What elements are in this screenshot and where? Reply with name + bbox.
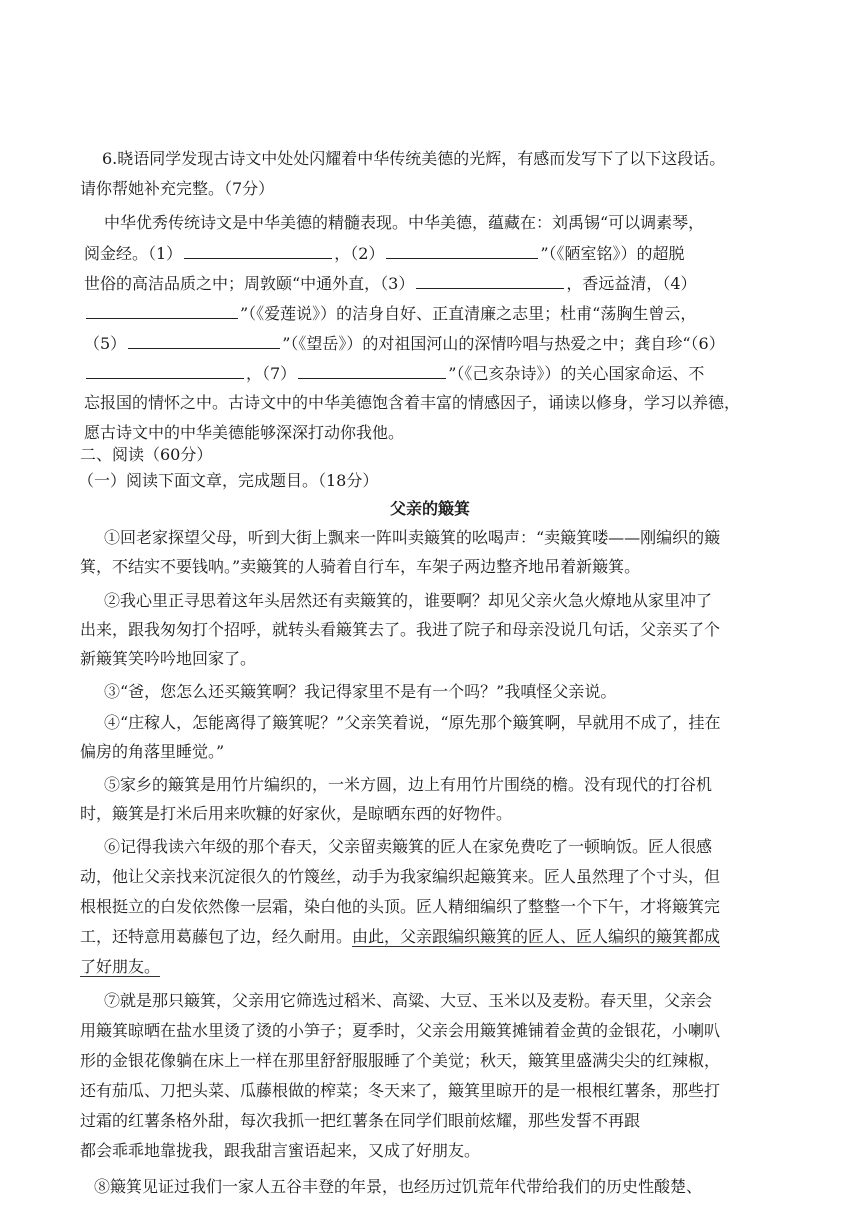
paragraph-7-line1: ⑦就是那只簸箕，父亲用它筛选过稻米、高粱、大豆、玉米以及麦粉。春天里，父亲会 xyxy=(104,991,713,1010)
paragraph-7-line6: 都会乖乖地靠拢我，跟我甜言蜜语起来，又成了好朋友。 xyxy=(80,1141,481,1160)
paragraph-7-line2: 用簸箕晾晒在盐水里烫了烫的小笋子；夏季时，父亲会用簸箕摊铺着金黄的金银花，小喇叭 xyxy=(80,1021,721,1040)
blank-3[interactable] xyxy=(416,272,564,289)
paragraph-6-line5 xyxy=(0,956,860,978)
paragraph-6-line2: 动，他让父亲找来沉淀很久的竹篾丝，动手为我家编织起簸箕来。匠人虽然理了个寸头，但 xyxy=(80,867,721,886)
q6-text-line3: 世俗的高洁品质之中；周敦颐“中通外直，（3） ，香远益清，（4） xyxy=(84,274,697,293)
section-subheading: （一）阅读下面文章，完成题目。（18分） xyxy=(78,471,379,490)
paragraph-1-line2: 箕，不结实不要钱呐。”卖簸箕的人骑着自行车，车架子两边整齐地吊着新簸箕。 xyxy=(80,557,641,576)
underlined-sentence-end: 了好朋友。 xyxy=(80,957,161,976)
paragraph-8-line1: ⑧簸箕见证过我们一家人五谷丰登的年景，也经历过饥荒年代带给我们的历史性酸楚、 xyxy=(94,1177,703,1196)
paragraph-1-line1: ①回老家探望父母，听到大街上飘来一阵叫卖簸箕的吆喝声：“卖簸箕喽——刚编织的簸 xyxy=(104,528,721,547)
paragraph-7-line5: 过霜的红薯条格外甜，每次我抓一把红薯条在同学们眼前炫耀，那些发誓不再跟 xyxy=(80,1111,641,1130)
paragraph-6-line1: ⑥记得我读六年级的那个春天，父亲留卖簸箕的匠人在家免费吃了一顿晌饭。匠人很感 xyxy=(104,837,713,856)
blank-6[interactable] xyxy=(86,362,244,379)
underlined-sentence: 由此，父亲跟编织簸箕的匠人、匠人编织的簸箕都成 xyxy=(352,927,721,946)
article-title: 父亲的簸箕 xyxy=(389,499,470,518)
paragraph-7-line3: 形的金银花像躺在床上一样在那里舒舒服服睡了个美觉；秋天，簸箕里盛满尖尖的红辣椒， xyxy=(80,1051,721,1070)
paragraph-5-line2: 时，簸箕是打米后用来吹糠的好家伙，是晾晒东西的好物件。 xyxy=(80,804,513,823)
q6-text-line2: 阅金经。（1） ，（2） ”（《陋室铭》）的超脱 xyxy=(84,244,685,263)
blank-7[interactable] xyxy=(298,362,446,379)
q6-text-line5: （5） ”（《望岳》）的对祖国河山的深情吟唱与热爱之中；龚自珍“（6） xyxy=(84,334,725,353)
paragraph-6-line4: 工，还特意用葛藤包了边，经久耐用。由此，父亲跟编织簸箕的匠人、匠人编织的簸箕都成 xyxy=(80,927,721,946)
paragraph-2-line1: ②我心里正寻思着这年头居然还有卖簸箕的，谁要啊？却见父亲火急火燎地从家里冲了 xyxy=(104,591,713,610)
paragraph-7-line4: 还有茄瓜、刀把头菜、瓜藤根做的榨菜；冬天来了，簸箕里晾开的是一根根红薯条，那些打 xyxy=(80,1081,721,1100)
paragraph-2-line2: 出来，跟我匆匆打个招呼，就转头看簸箕去了。我进了院子和母亲没说几句话，父亲买了个 xyxy=(80,620,721,639)
blank-4[interactable] xyxy=(86,302,238,319)
paragraph-4-line1: ④“庄稼人，怎能离得了簸箕呢？”父亲笑着说，“原先那个簸箕啊，早就用不成了，挂在 xyxy=(104,713,721,732)
paragraph-4-line2: 偏房的角落里睡觉。” xyxy=(80,742,225,761)
blank-1[interactable] xyxy=(184,242,332,259)
q6-text-line7: 忘报国的情怀之中。古诗文中的中华美德饱含着丰富的情感因子，诵读以修身，学习以养德， xyxy=(84,393,741,412)
paragraph-5-line1: ⑤家乡的簸箕是用竹片编织的，一米方圆，边上有用竹片围绕的檐。没有现代的打谷机 xyxy=(104,775,713,794)
blank-5[interactable] xyxy=(128,332,280,349)
q6-prompt-line1: 6.晓语同学发现古诗文中处处闪耀着中华传统美德的光辉，有感而发写下了以下这段话。 xyxy=(102,149,726,168)
paragraph-6-line3: 根根挺立的白发依然像一层霜，染白他的头顶。匠人精细编织了整整一个下午，才将簸箕完 xyxy=(80,897,721,916)
q6-text-line1: 中华优秀传统诗文是中华美德的精髓表现。中华美德，蕴藏在：刘禹锡“可以调素琴， xyxy=(104,213,705,232)
q6-text-line8: 愿古诗文中的中华美德能够深深打动你我他。 xyxy=(84,423,405,442)
q6-text-line6: ，（7） ”（《己亥杂诗》）的关心国家命运、不 xyxy=(0,362,860,385)
section-heading: 二、阅读（60分） xyxy=(80,445,213,464)
blank-2[interactable] xyxy=(386,242,538,259)
paragraph-3: ③“爸，您怎么还买簸箕啊？我记得家里不是有一个吗？”我嗔怪父亲说。 xyxy=(104,682,617,701)
q6-prompt-line2: 请你帮她补充完整。（7分） xyxy=(80,179,275,198)
paragraph-2-line3: 新簸箕笑吟吟地回家了。 xyxy=(80,649,257,668)
q6-text-line4: ”（《爱莲说》）的洁身自好、正直清廉之志里；杜甫“荡胸生曾云， xyxy=(0,302,860,325)
